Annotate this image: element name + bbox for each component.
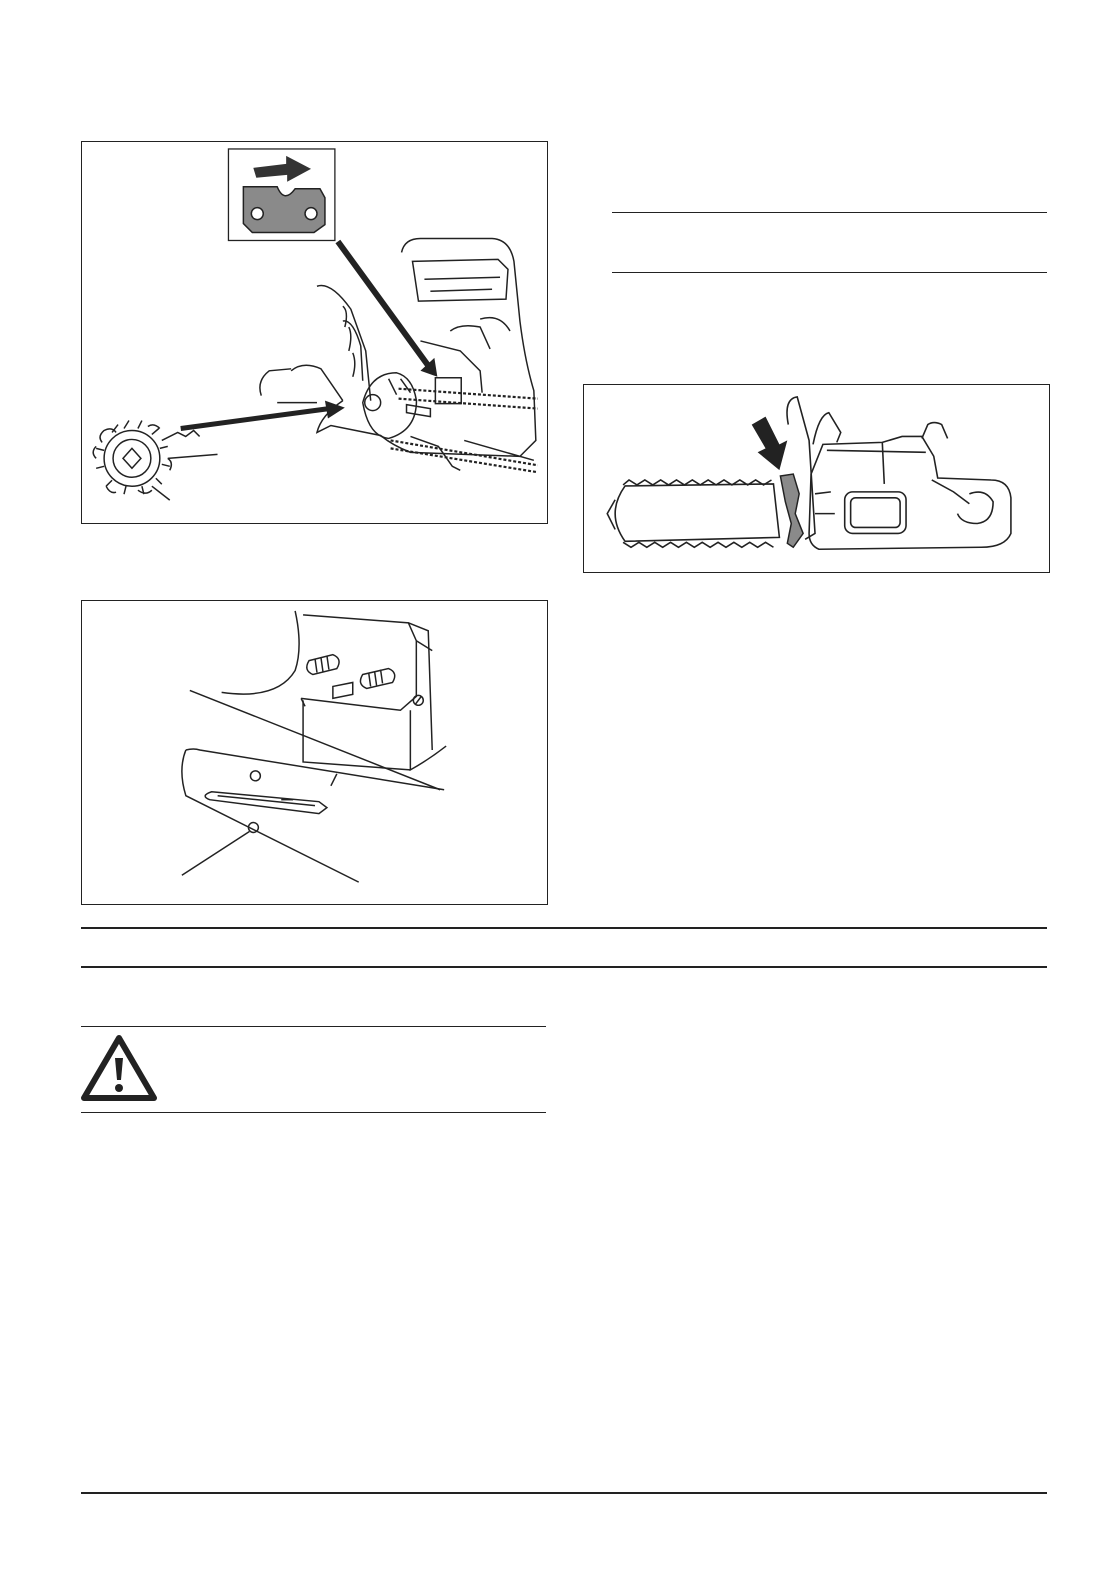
figure-guide-bar [81, 600, 548, 905]
section-rule-top [81, 927, 1047, 929]
warning-triangle-icon [80, 1034, 158, 1102]
rule-right-top [612, 212, 1047, 213]
chainsaw-sprocket-illustration [82, 142, 547, 523]
figure-chain-mounting [81, 141, 548, 524]
warning-rule-top [81, 1026, 546, 1027]
warning-rule-bottom [81, 1112, 546, 1113]
rule-right-bottom [612, 272, 1047, 273]
footer-rule [81, 1492, 1047, 1494]
chainsaw-side-view-illustration [584, 385, 1049, 572]
section-rule-bottom [81, 966, 1047, 968]
figure-chain-brake [583, 384, 1050, 573]
guide-bar-illustration [82, 601, 547, 904]
